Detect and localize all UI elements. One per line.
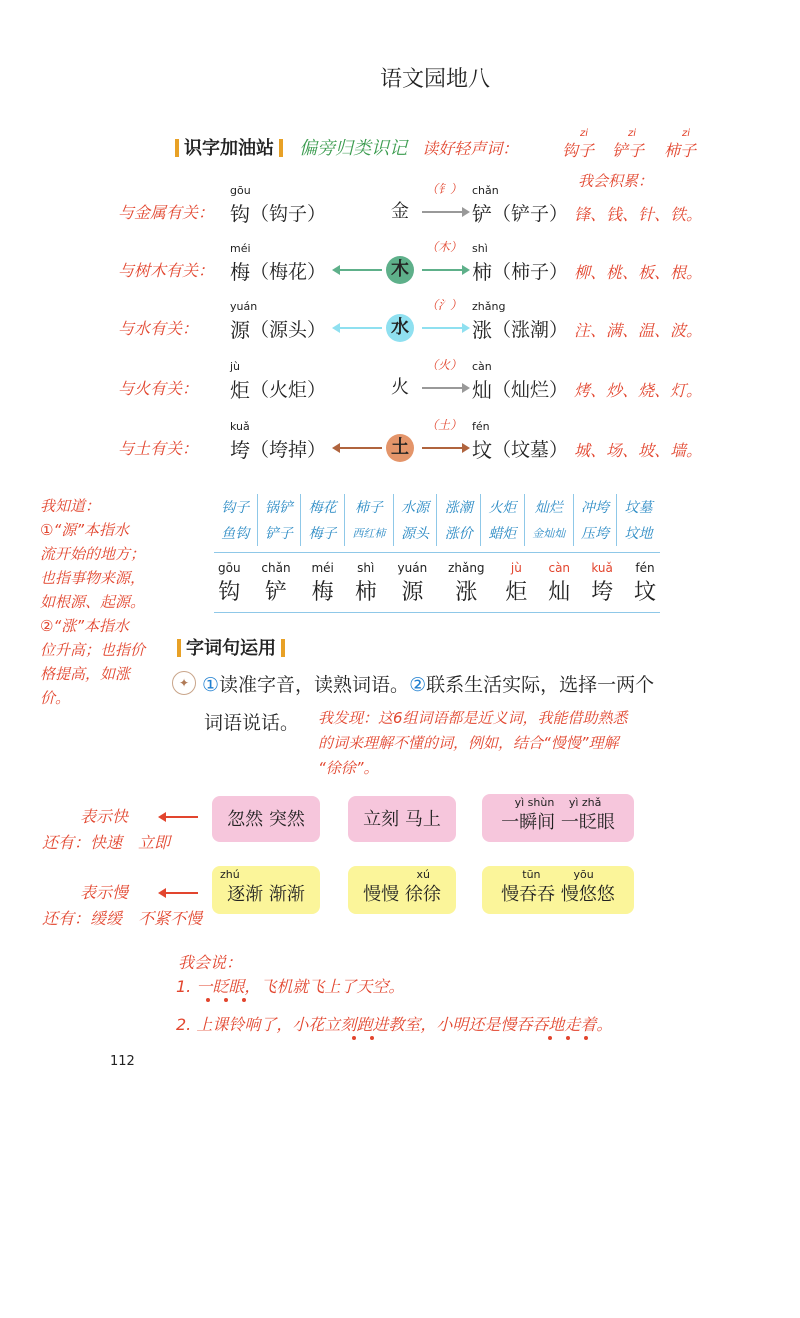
pinyin: chǎn	[472, 184, 499, 197]
box-text: 慢吞吞 慢悠悠	[501, 884, 615, 905]
big-char-pinyin: kuǎ	[591, 561, 613, 575]
box-text: 一瞬间 一眨眼	[501, 812, 615, 833]
arrow-left	[334, 269, 382, 271]
tone-word: 柿子	[664, 141, 697, 160]
slow-label: 表示慢	[80, 883, 129, 902]
light-tone-prefix: 读好轻声词：	[422, 139, 519, 158]
grid-cell: 梅花	[301, 494, 345, 520]
grid-cell: 铲子	[257, 520, 301, 546]
box-text: 逐渐 渐渐	[227, 884, 305, 905]
number-1: ①	[202, 674, 220, 696]
side-note-line: 如根源、起源。	[40, 593, 146, 611]
grid-cell: 源头	[393, 520, 437, 546]
slow-box	[212, 866, 320, 914]
pinyin: gōu	[230, 184, 251, 197]
box-pinyin: zhú	[220, 868, 240, 881]
word: （坟墓）	[492, 439, 569, 461]
grid-cell: 蜡炬	[481, 520, 525, 546]
big-char-glyph: 炬	[505, 580, 528, 605]
accumulate-words: 城、场、坡、墙。	[574, 441, 703, 460]
arrow-left	[334, 447, 382, 449]
radical-circle: 土	[386, 434, 414, 462]
light-tone-words	[562, 128, 712, 168]
word: （垮掉）	[250, 439, 327, 461]
grid-cell: 金灿灿	[524, 520, 573, 546]
pinyin: méi	[230, 242, 251, 255]
grid-cell: 梅子	[301, 520, 345, 546]
radical-circle: 水	[386, 314, 414, 342]
radical-circle: 木	[386, 256, 414, 284]
instruction-1: 读准字音，读熟词语。	[219, 674, 410, 696]
big-char-glyph: 梅	[311, 580, 334, 605]
big-char	[218, 561, 241, 606]
box-pinyin: tūn yōu	[522, 868, 594, 881]
pinyin: jù	[230, 360, 241, 373]
big-char-pinyin: zhǎng	[448, 561, 485, 575]
accumulate-words: 注、满、温、波。	[574, 321, 703, 340]
grid-cell: 锅铲	[257, 494, 301, 520]
big-char-pinyin: càn	[548, 561, 571, 575]
pinyin: shì	[472, 242, 488, 255]
big-char	[634, 561, 656, 606]
grid-cell: 柿子	[344, 494, 393, 520]
radical-circle: 火	[391, 377, 409, 398]
box-text: 慢慢 徐徐	[363, 884, 441, 905]
grid-cell: 西红柿	[344, 520, 393, 546]
discover-note	[318, 706, 628, 781]
pinyin: kuǎ	[230, 420, 250, 433]
grid-row	[214, 494, 660, 520]
heading-bar	[281, 639, 285, 657]
section2-heading: 字词句运用	[186, 638, 276, 659]
grid-cell: 灿烂	[524, 494, 573, 520]
accumulate-words: 烤、炒、烧、灯。	[574, 381, 703, 400]
grid-cell: 火炬	[481, 494, 525, 520]
word: （柿子）	[492, 261, 569, 283]
fast-also: 还有：快速 立即	[42, 833, 171, 852]
big-char-glyph: 源	[401, 580, 424, 605]
big-char-glyph: 铲	[265, 580, 288, 605]
big-char-pinyin: jù	[510, 561, 522, 575]
grid-cell: 水源	[393, 494, 437, 520]
radical: （木）	[426, 240, 463, 254]
accumulate-words: 锋、钱、针、铁。	[574, 205, 703, 224]
arrow-left	[334, 327, 382, 329]
slow-box	[348, 866, 456, 914]
big-char	[311, 561, 333, 606]
grid-cell: 坟墓	[617, 494, 660, 520]
big-char	[591, 561, 613, 606]
word: （铲子）	[492, 203, 569, 225]
say-sentence-1: 1. 一眨眼，飞机就飞上了天空。	[176, 977, 405, 996]
side-note	[40, 494, 180, 710]
discover-line: 的词来理解不懂的词，例如，结合“慢慢”理解	[318, 734, 619, 752]
word: （灿烂）	[492, 379, 569, 401]
big-char-pinyin: gōu	[218, 561, 241, 575]
word: （火炬）	[250, 379, 327, 401]
char: 铲	[472, 202, 492, 226]
big-char	[548, 561, 570, 606]
radical: （钅）	[426, 182, 463, 196]
big-char-pinyin: yuán	[397, 561, 428, 575]
grid-cell: 涨潮	[437, 494, 481, 520]
side-note-line: 格提高，如涨	[40, 665, 131, 683]
instruction-line1	[202, 670, 654, 697]
section1-subtitle: 偏旁归类识记	[299, 138, 408, 159]
slow-also: 还有：缓缓 不紧不慢	[42, 909, 203, 928]
big-char-glyph: 灿	[548, 580, 571, 605]
big-char	[398, 561, 428, 606]
accumulate-label: 我会积累：	[578, 172, 654, 190]
big-char	[261, 561, 290, 606]
char: 涨	[472, 318, 492, 342]
pinyin: yuán	[230, 300, 258, 313]
arrow-right	[422, 211, 468, 213]
side-note-line: ①“源”本指水	[40, 521, 129, 539]
char: 梅	[230, 260, 250, 284]
arrow-left	[160, 892, 198, 894]
char: 坟	[472, 438, 492, 462]
big-char-pinyin: méi	[311, 561, 334, 575]
discover-line: “徐徐”。	[318, 759, 379, 777]
say-title: 我会说：	[178, 953, 243, 972]
grid-row	[214, 520, 660, 546]
big-char	[505, 561, 527, 606]
big-char-row	[214, 553, 660, 613]
box-pinyin: yì shùn yì zhǎ	[514, 796, 602, 809]
row-label: 与火有关：	[118, 379, 199, 398]
side-note-line: 也指事物来源，	[40, 569, 146, 587]
big-char-pinyin: fén	[635, 561, 655, 575]
grid-cell: 钩子	[221, 500, 250, 516]
big-char-pinyin: shì	[357, 561, 375, 575]
big-char-glyph: 垮	[591, 580, 614, 605]
say-sentence-2: 2. 上课铃响了，小花立刻跑进教室，小明还是慢吞吞地走着。	[176, 1015, 613, 1034]
big-char	[448, 561, 484, 606]
box-pinyin: xú	[416, 868, 430, 881]
word: （梅花）	[250, 261, 327, 283]
tone-pinyin: zi	[628, 128, 637, 139]
fast-box	[482, 794, 634, 842]
char: 垮	[230, 438, 250, 462]
grid-cell: 涨价	[437, 520, 481, 546]
section1-header	[170, 134, 518, 160]
section1-heading: 识字加油站	[184, 138, 274, 159]
row-label: 与水有关：	[118, 319, 199, 338]
row-label: 与土有关：	[118, 439, 199, 458]
slow-box	[482, 866, 634, 914]
arrow-left	[160, 816, 198, 818]
pinyin: càn	[472, 360, 492, 373]
heading-bar	[177, 639, 181, 657]
arrow-right	[422, 387, 468, 389]
discover-line: 我发现：这6组词语都是近义词，我能借助熟悉	[318, 709, 628, 727]
char: 源	[230, 318, 250, 342]
fast-box: 立刻 马上	[348, 796, 456, 842]
number-2: ②	[409, 674, 427, 696]
page-number: 112	[110, 1054, 135, 1069]
row-label: 与树木有关：	[118, 261, 215, 280]
side-note-line: 价。	[40, 689, 71, 707]
word: （钩子）	[250, 203, 327, 225]
char: 炬	[230, 378, 250, 402]
grid-cell: 压垮	[573, 520, 617, 546]
word: （源头）	[250, 319, 327, 341]
accumulate-words: 柳、桃、板、根。	[574, 263, 703, 282]
big-char-glyph: 坟	[633, 580, 656, 605]
radical: （火）	[426, 358, 463, 372]
tone-word: 钩子	[562, 141, 595, 160]
big-char-glyph: 涨	[455, 580, 478, 605]
tone-word: 铲子	[612, 141, 645, 160]
char: 灿	[472, 378, 492, 402]
instruction-3: 词语说话。	[204, 712, 300, 734]
row-label: 与金属有关：	[118, 203, 215, 222]
big-char-glyph: 柿	[354, 580, 377, 605]
word-grid	[214, 494, 660, 613]
word: （涨潮）	[492, 319, 569, 341]
tone-pinyin: zi	[580, 128, 589, 139]
instruction-2: 联系生活实际，选择一两个	[426, 674, 655, 696]
side-note-line: 位升高；也指价	[40, 641, 146, 659]
fast-label: 表示快	[80, 807, 129, 826]
side-note-line: ②“涨”本指水	[40, 617, 129, 635]
section2-header	[172, 634, 290, 660]
radical-circle: 金	[391, 201, 409, 222]
grid-cell: 坟地	[617, 520, 660, 546]
arrow-right	[422, 447, 468, 449]
heading-bar	[279, 139, 283, 157]
side-note-title: 我知道：	[40, 497, 101, 515]
char: 钩	[230, 202, 250, 226]
radical: （土）	[426, 418, 463, 432]
side-note-line: 流开始的地方；	[40, 545, 146, 563]
grid-cell: 鱼钩	[221, 526, 250, 542]
arrow-right	[422, 269, 468, 271]
char: 柿	[472, 260, 492, 284]
big-char-glyph: 钩	[218, 580, 241, 605]
heading-bar	[175, 139, 179, 157]
pinyin: fén	[472, 420, 490, 433]
big-char-pinyin: chǎn	[261, 561, 291, 575]
big-char	[355, 561, 377, 606]
task-icon: ✦	[172, 671, 196, 695]
radical: （氵）	[426, 298, 463, 312]
arrow-right	[422, 327, 468, 329]
pinyin: zhǎng	[472, 300, 506, 313]
word-grid-table	[214, 494, 660, 546]
fast-box: 忽然 突然	[212, 796, 320, 842]
grid-cell: 冲垮	[573, 494, 617, 520]
page-title: 语文园地八	[379, 67, 490, 92]
tone-pinyin: zi	[682, 128, 691, 139]
